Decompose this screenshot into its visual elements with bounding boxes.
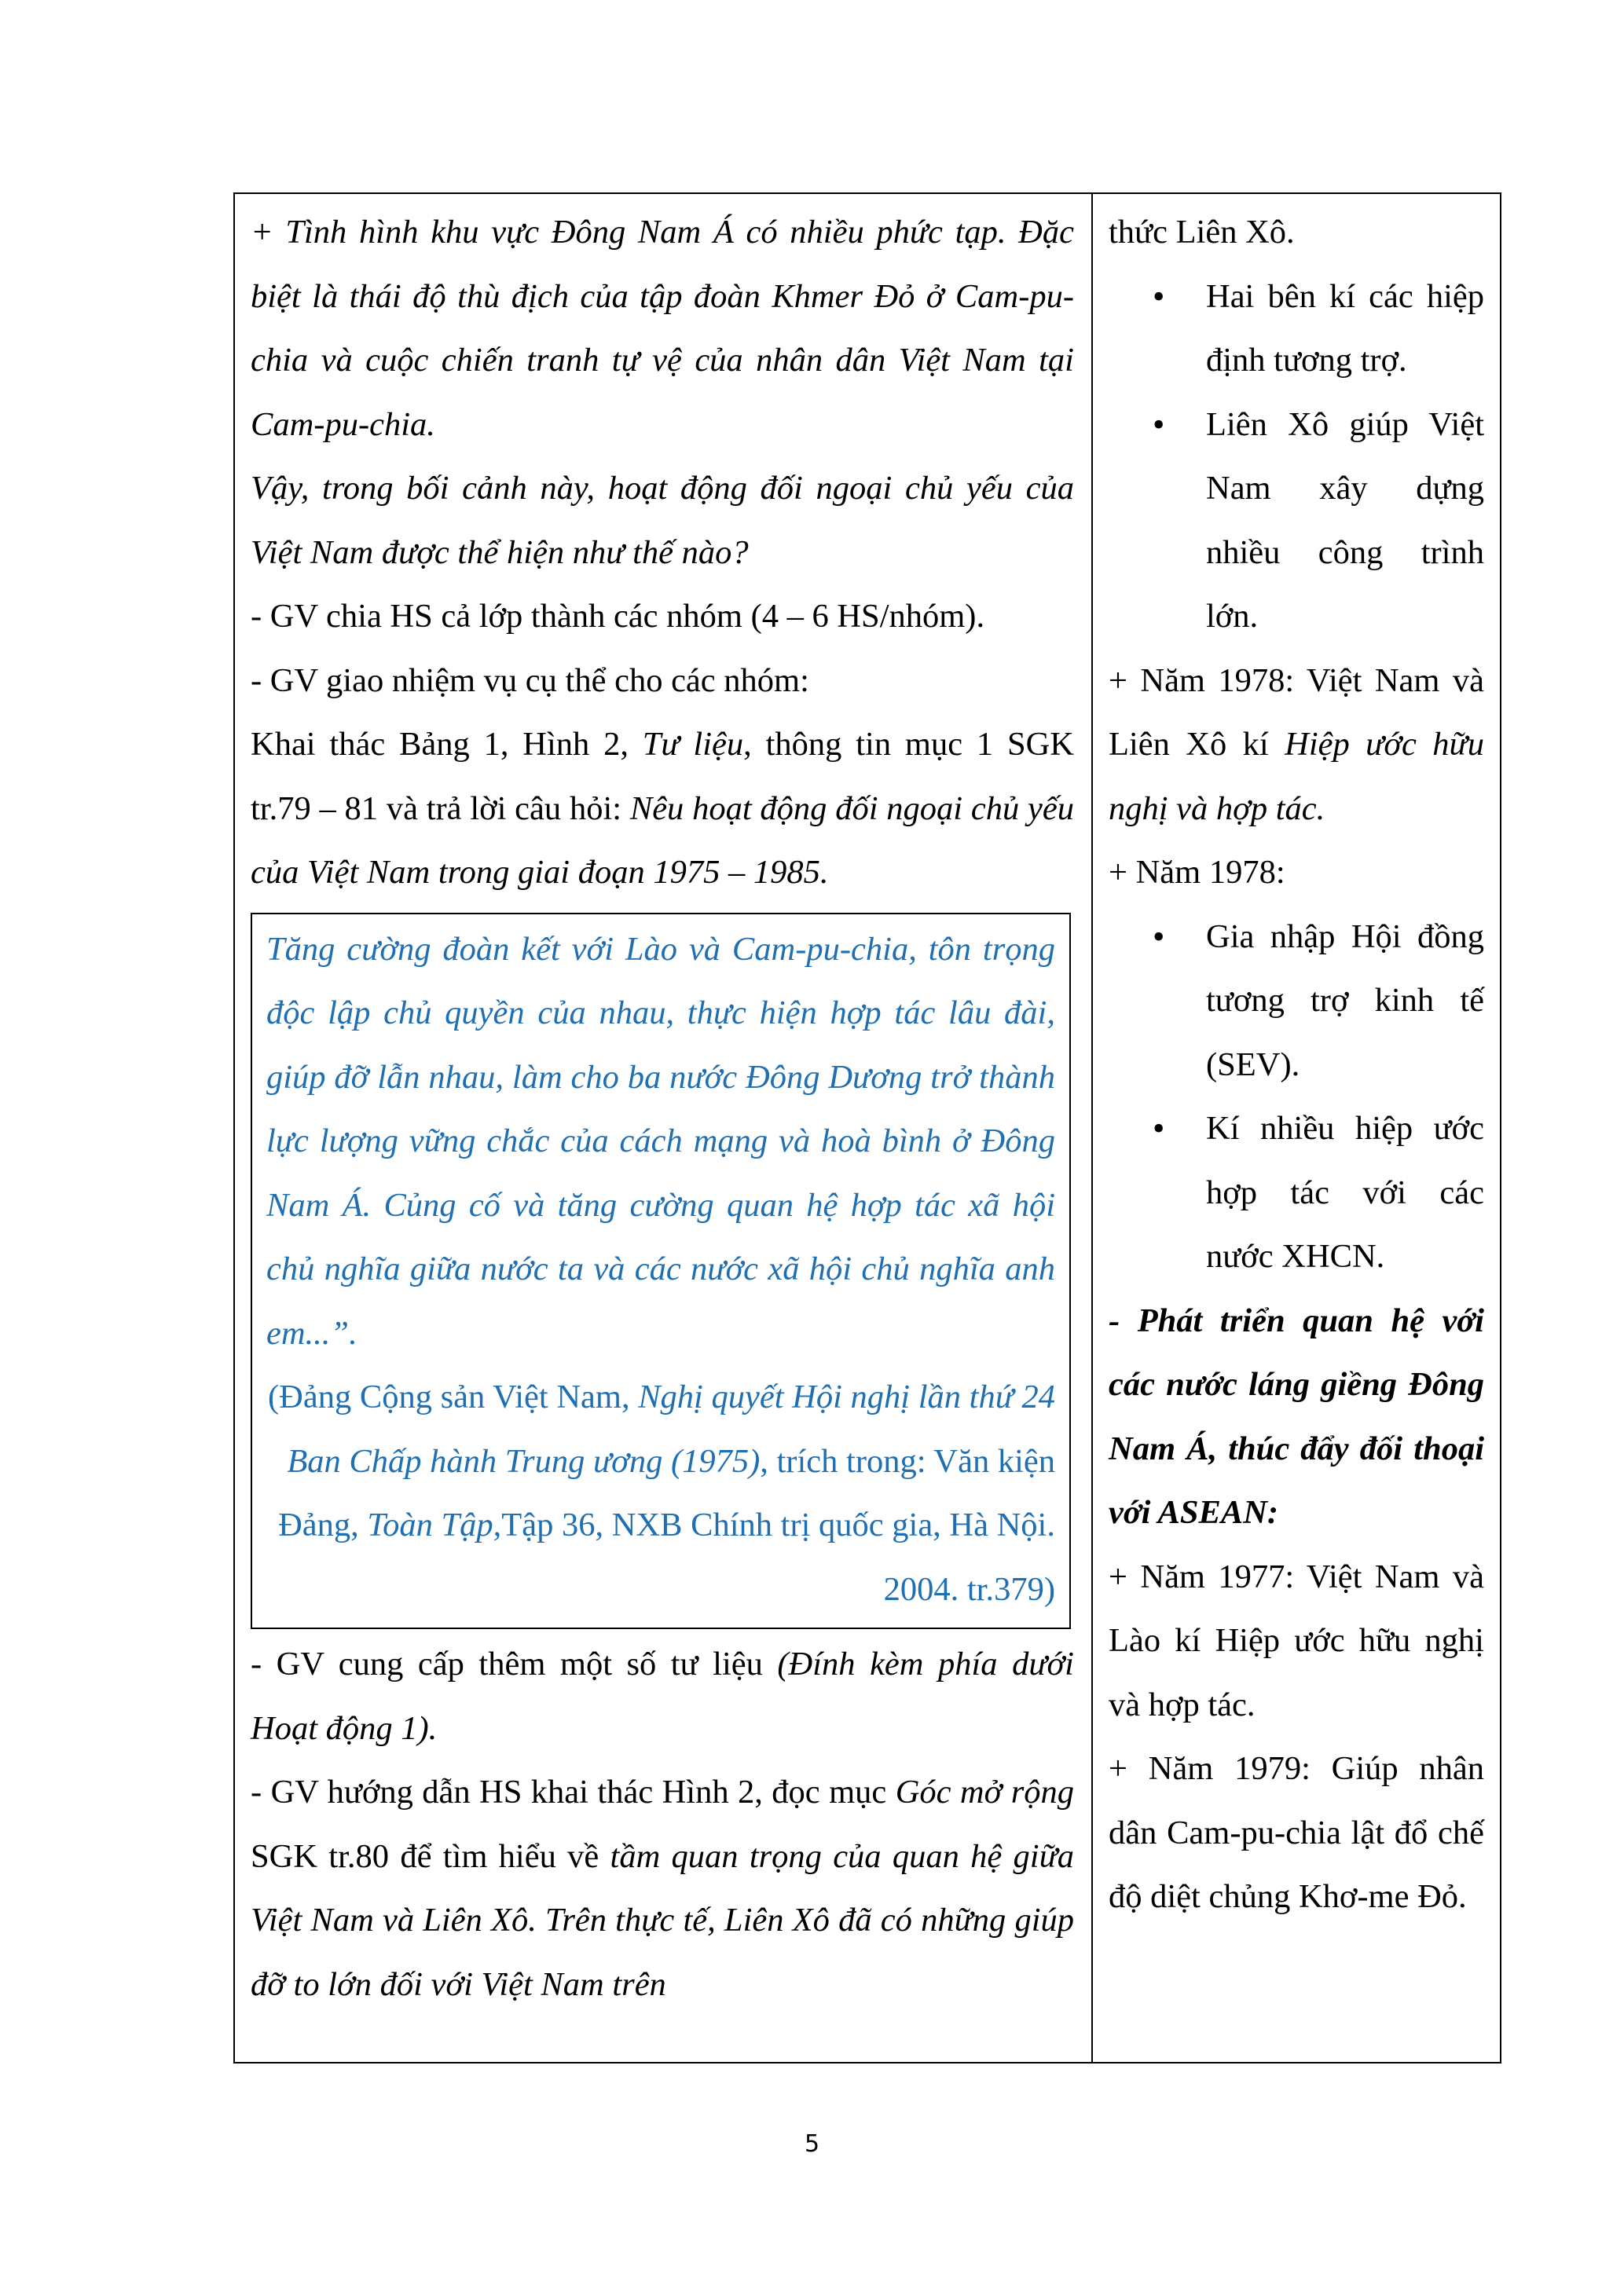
task-paragraph: Khai thác Bảng 1, Hình 2, Tư liệu, thông tin mục 1 SGK tr.79 – 81 và trả lời câu hỏi: Nêu hoạt động đối ngoại chủ yếu của Việt Nam trong giai đoạn 1975 – 1985.	[251, 726, 1074, 891]
bullet-list	[1109, 905, 1484, 1289]
section-heading: - Phát triển quan hệ với các nước láng giềng Đông Nam Á, thúc đẩy đối thoại với ASEAN:	[1109, 1302, 1484, 1531]
quote-text: Tăng cường đoàn kết với Lào và Cam-pu-chia, tôn trọng độc lập chủ quyền của nhau, thực hiện hợp tác lâu đài, giúp đỡ lẫn nhau, làm cho ba nước Đông Dương trở thành lực lượng vững chắc của cách mạng và hoà bình ở Đông Nam Á. Củng cố và tăng cường quan hệ hợp tác xã hội chủ nghĩa giữa nước ta và các nước xã hội chủ nghĩa anh em...”.	[266, 930, 1055, 1352]
event-1978-label: + Năm 1978:	[1109, 854, 1285, 891]
quote-box	[251, 913, 1071, 1630]
bullet-list	[1109, 265, 1484, 649]
expected-result-column	[1093, 194, 1500, 2062]
list-item: • Gia nhập Hội đồng tương trợ kinh tế (SEV).	[1109, 905, 1484, 1097]
teacher-activity-column	[235, 194, 1093, 2062]
task-question: Nêu hoạt động đối ngoại chủ yếu của Việt Nam trong giai đoạn 1975 – 1985.	[251, 789, 1074, 891]
quote-source: (Đảng Cộng sản Việt Nam, Nghị quyết Hội nghị lần thứ 24 Ban Chấp hành Trung ương (1975), trích trong: Văn kiện Đảng, Toàn Tập,Tập 36, NXB Chính trị quốc gia, Hà Nội. 2004. tr.379)	[268, 1379, 1055, 1608]
list-item: • Liên Xô giúp Việt Nam xây dựng nhiều công trình lớn.	[1109, 393, 1484, 649]
event-1979: + Năm 1979: Giúp nhân dân Cam-pu-chia lật đổ chế độ diệt chủng Khơ-me Đỏ.	[1109, 1750, 1484, 1915]
event-1978-treaty: + Năm 1978: Việt Nam và Liên Xô kí Hiệp ước hữu nghị và hợp tác.	[1109, 661, 1484, 827]
event-1977: + Năm 1977: Việt Nam và Lào kí Hiệp ước hữu nghị và hợp tác.	[1109, 1558, 1484, 1723]
extra-docs-text: - GV cung cấp thêm một số tư liệu (Đính kèm phía dưới Hoạt động 1).	[251, 1646, 1074, 1747]
list-item: • Hai bên kí các hiệp định tương trợ.	[1109, 265, 1484, 393]
page-number: 5	[804, 2130, 820, 2158]
assign-task-text: - GV giao nhiệm vụ cụ thể cho các nhóm:	[251, 661, 809, 699]
guiding-question: Vậy, trong bối cảnh này, hoạt động đối ngoại chủ yếu của Việt Nam được thể hiện như thế nào?	[251, 470, 1074, 571]
group-split-text: - GV chia HS cả lớp thành các nhóm (4 – 6 HS/nhóm).	[251, 598, 985, 635]
continuation-text: thức Liên Xô.	[1109, 214, 1295, 251]
situation-text: + Tình hình khu vực Đông Nam Á có nhiều phức tạp. Đặc biệt là thái độ thù địch của tập đoàn Khmer Đỏ ở Cam-pu-chia và cuộc chiến tranh tự vệ của nhân dân Việt Nam tại Cam-pu-chia.	[251, 214, 1074, 443]
guide-text: - GV hướng dẫn HS khai thác Hình 2, đọc mục Góc mở rộng SGK tr.80 để tìm hiểu về tầm quan trọng của quan hệ giữa Việt Nam và Liên Xô. Trên thực tế, Liên Xô đã có những giúp đỡ to lớn đối với Việt Nam trên	[251, 1774, 1074, 2003]
content-table	[233, 192, 1501, 2063]
list-item: • Kí nhiều hiệp ước hợp tác với các nước XHCN.	[1109, 1097, 1484, 1289]
